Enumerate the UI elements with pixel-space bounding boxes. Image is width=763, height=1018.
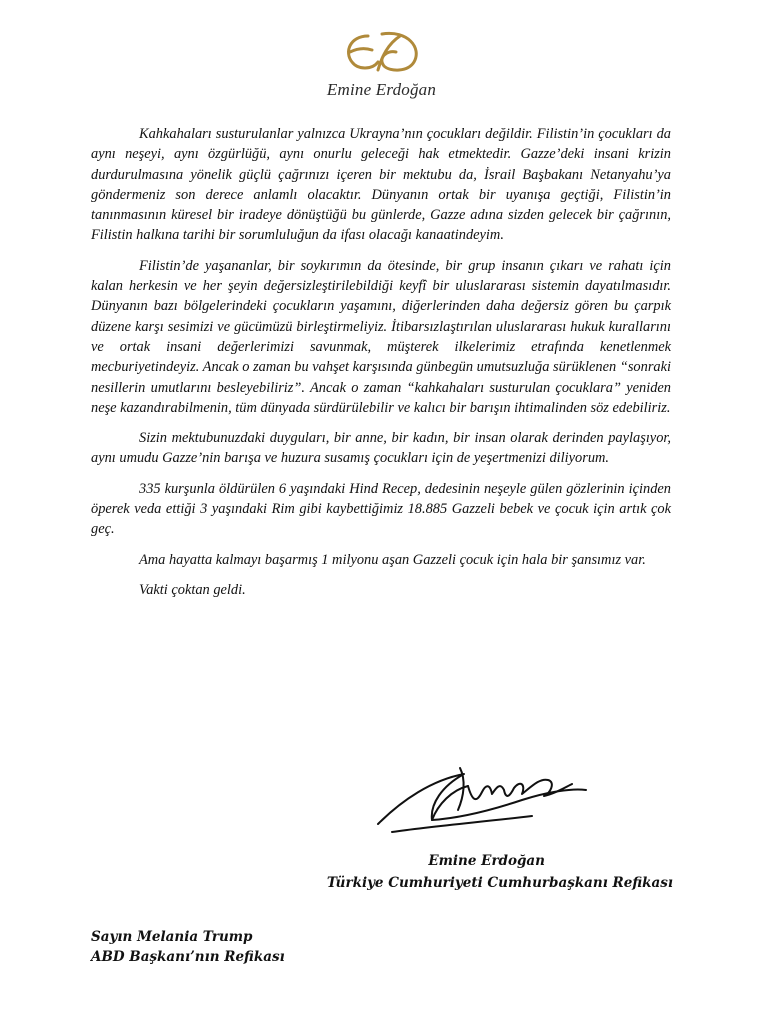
handwritten-signature: [372, 760, 592, 840]
paragraph: Sizin mektubunuzdaki duyguları, bir anne, bir kadın, bir insan olarak derinden paylaşıyor, aynı umudu Gazze’nin barışa ve huzura susamış çocukları için de yeşertmenizi diliyorum.: [91, 430, 671, 467]
signature-block: [280, 850, 673, 894]
letter-body: [91, 124, 671, 600]
recipient-title: ABD Başkanı’nın Refikası: [91, 949, 285, 965]
recipient-name: Sayın Melania Trump: [91, 929, 253, 945]
recipient-block: [91, 927, 285, 967]
signer-title: Türkiye Cumhuriyeti Cumhurbaşkanı Refikası: [326, 875, 673, 891]
paragraph: Kahkahaları susturulanlar yalnızca Ukrayna’nın çocukları değildir. Filistin’in çocukları da aynı neşeyi, aynı özgürlüğü, aynı onurlu geleceği hak etmektedir. Gazze’deki insani krizin durdurulmasına yönelik güçlü çağrınızı içeren bir mektubu da, İsrail Başbakanı Netanyahu’ya göndermeniz son derece anlamlı olacaktır. Dünyanın ortak bir uyanışa geçtiği, Filistin’in tanınmasının küresel bir iradeye dönüştüğü bu günlerde, Gazze adına sizden gelecek bir çağrının, Filistin halkına tarihi bir sorumluluğun da ifası olacağı kanaatindeyim.: [91, 126, 671, 244]
closing-line: Vakti çoktan geldi.: [139, 581, 246, 598]
paragraph: Filistin’de yaşananlar, bir soykırımın da ötesinde, bir grup insanın çıkarı ve rahatı için kalan herkesin ve her şeyin değersizleştirilebildiği keyfî bir uluslararası sistemin dayatılmasıdır. Dünyanın bazı bölgelerindeki çocukların yaşamını, diğerlerinden daha değersiz gören bu çarpık düzene karşı sesimizi ve gücümüzü birleştirmeliyiz. İtibarsızlaştırılan uluslararası hukuk kurallarını ve ortak insani değerlerimizi savunmak, müşterek ilkelerimiz etrafında kenetlenmek mecburiyetindeyiz. Ancak o zaman bu vahşet karşısında günbegün umutsuzluğa sürüklenen “sonraki nesillerin umutlarını besleyebiliriz”. Ancak o zaman “kahkahaları susturulan çocuklara” yeniden neşe kazandırabilmenin, tüm dünyada sürdürülebilir ve kalıcı bir barışın ihtimalinden söz edebiliriz.: [91, 257, 671, 416]
letterhead-name: Emine Erdoğan: [326, 80, 437, 99]
letterhead: [0, 18, 763, 108]
paragraph: Ama hayatta kalmayı başarmış 1 milyonu aşan Gazzeli çocuk için hala bir şansımız var.: [139, 551, 646, 568]
signer-name: Emine Erdoğan: [428, 853, 545, 869]
monogram-logo: [338, 26, 426, 78]
paragraph: 335 kurşunla öldürülen 6 yaşındaki Hind Recep, dedesinin neşeyle gülen gözlerinin içinden öperek veda ettiği 3 yaşındaki Rim gibi kaybettiğimiz 18.885 Gazzeli bebek ve çocuk için artık çok geç.: [91, 480, 671, 538]
